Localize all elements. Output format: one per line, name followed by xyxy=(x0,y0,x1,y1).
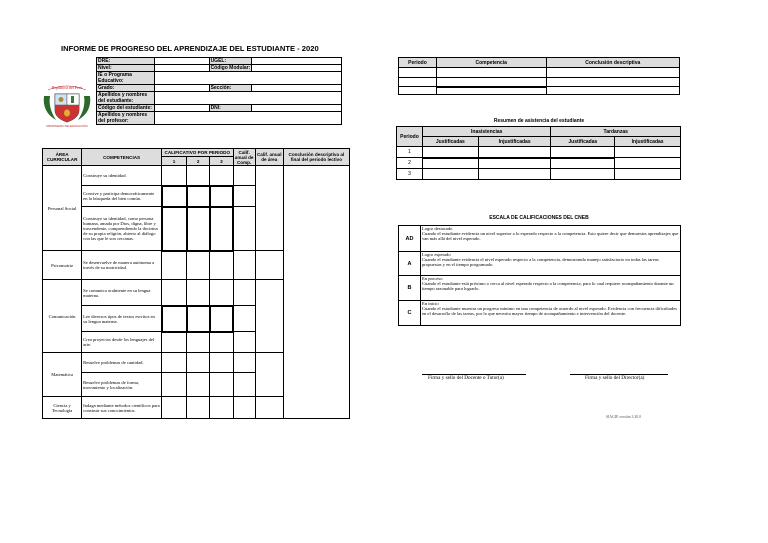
injustificadas-header: Injustificadas xyxy=(615,137,681,147)
conclusion-cell[interactable] xyxy=(546,68,679,78)
grades-table xyxy=(42,148,350,419)
codigo-estudiante-label: Código del estudiante: xyxy=(97,105,155,112)
dre-label: DRE: xyxy=(97,58,155,65)
codigo-modular-value[interactable] xyxy=(252,65,342,72)
calificativo-header: CALIFICATIVO POR PERIODO xyxy=(162,149,233,157)
scale-level-name: Logro esperado xyxy=(421,252,451,257)
calif-anual-comp-header: Calif. anual de Comp. xyxy=(234,149,254,165)
seccion-label: Sección: xyxy=(209,85,252,92)
grade-cell[interactable] xyxy=(187,207,210,251)
grade-cell[interactable] xyxy=(187,332,210,353)
attendance-cell[interactable] xyxy=(478,147,551,158)
student-info-table xyxy=(96,57,342,125)
conclusion-col-header: Conclusión descriptiva xyxy=(546,58,679,68)
period-header: 3 xyxy=(210,157,233,166)
scale-table xyxy=(398,225,681,326)
grade-cell[interactable] xyxy=(210,353,233,373)
profesor-label: Apellidos y nombres del profesor: xyxy=(97,112,155,125)
competencia-col-header: Competencia xyxy=(436,58,546,68)
scale-code: B xyxy=(399,276,421,301)
injustificadas-header: Injustificadas xyxy=(478,137,551,147)
grade-cell[interactable] xyxy=(162,207,187,251)
annual-area-cell[interactable] xyxy=(255,251,283,280)
competency-text: Crea proyectos desde los lenguajes del arte. xyxy=(82,332,162,353)
attendance-cell[interactable] xyxy=(422,169,478,180)
scale-level-desc: Cuando el estudiante está próximo o cerca al nivel esperado respecto a la competencia, para lo cual requiere acompañamiento durante un tiempo razonable para lograrlo. xyxy=(421,281,674,291)
attendance-cell[interactable] xyxy=(551,169,615,180)
competency-text: Resuelve problemas de forma, movimiento y localización. xyxy=(82,373,162,397)
attendance-period-header: Periodo xyxy=(397,127,423,147)
annual-comp-cell[interactable] xyxy=(233,280,255,306)
grade-cell[interactable] xyxy=(187,373,210,397)
grade-cell[interactable] xyxy=(210,207,233,251)
annual-comp-cell[interactable] xyxy=(233,332,255,353)
conclusion-cell[interactable] xyxy=(546,87,679,95)
grade-cell[interactable] xyxy=(210,280,233,306)
attendance-period: 1 xyxy=(397,147,423,158)
ie-label: IE o Programa Educativo: xyxy=(97,72,155,85)
grade-cell[interactable] xyxy=(162,332,187,353)
dre-value[interactable] xyxy=(154,58,209,65)
grade-cell[interactable] xyxy=(210,166,233,186)
annual-comp-cell[interactable] xyxy=(233,186,255,207)
conclusion-header: Conclusión descriptiva al final del periodo lectivo xyxy=(283,149,349,166)
period-cell[interactable] xyxy=(399,87,437,95)
period-cell[interactable] xyxy=(399,78,437,87)
attendance-title: Resumen de asistencia del estudiante xyxy=(493,118,585,124)
grade-cell[interactable] xyxy=(187,166,210,186)
area-name: Comunicación xyxy=(43,280,82,353)
competencia-cell[interactable] xyxy=(436,78,546,87)
attendance-cell[interactable] xyxy=(551,147,615,158)
ie-value[interactable] xyxy=(154,72,341,85)
ugel-value[interactable] xyxy=(252,58,342,65)
director-signature-label: Firma y sello del Director(a) xyxy=(585,375,645,381)
tardanzas-header: Tardanzas xyxy=(551,127,681,137)
dni-label: DNI: xyxy=(209,105,252,112)
competency-text: Indaga mediante métodos científicos para construir sus conocimientos. xyxy=(82,397,162,419)
peru-crest-logo xyxy=(40,82,94,128)
grade-cell[interactable] xyxy=(162,186,187,207)
grado-value[interactable] xyxy=(154,85,209,92)
area-header: ÁREA CURRICULAR xyxy=(43,149,82,166)
grade-cell[interactable] xyxy=(162,373,187,397)
scale-level-name: Logro destacado xyxy=(421,226,453,231)
competency-text: Construye su identidad, como persona humana, amada por Dios, digna, libre y trascendente, comprendiendo la doctrina de su propia religión, abierto al diálogo con las que le son cercanas. xyxy=(82,207,162,251)
grade-cell[interactable] xyxy=(162,306,187,332)
teacher-signature-label: Firma y sello del Docente o Tutor(a) xyxy=(428,375,504,381)
page-title: INFORME DE PROGRESO DEL APRENDIZAJE DEL ESTUDIANTE - 2020 xyxy=(61,44,319,53)
estudiante-value[interactable] xyxy=(154,92,341,105)
grade-cell[interactable] xyxy=(187,306,210,332)
annual-area-cell[interactable] xyxy=(255,353,283,397)
crest-bottom-text: MINISTERIO DE EDUCACIÓN xyxy=(46,124,88,128)
annual-comp-cell[interactable] xyxy=(233,306,255,332)
scale-level-desc: Cuando el estudiante evidencia el nivel esperado respecto a la competencia, demostrando manejo satisfactorio en todas las tareas propuestas y en el tiempo programado. xyxy=(421,257,659,267)
period-col-header: Periodo xyxy=(399,58,437,68)
attendance-table xyxy=(396,126,681,180)
justificadas-header: Justificadas xyxy=(551,137,615,147)
inasistencias-header: Inasistencias xyxy=(422,127,551,137)
grade-cell[interactable] xyxy=(187,186,210,207)
grade-cell[interactable] xyxy=(187,280,210,306)
grade-cell[interactable] xyxy=(210,332,233,353)
attendance-period: 2 xyxy=(397,158,423,169)
period-header: 1 xyxy=(162,157,187,166)
grade-cell[interactable] xyxy=(162,166,187,186)
scale-level-name: En inicio xyxy=(421,301,439,306)
competency-text: Resuelve problemas de cantidad. xyxy=(82,353,162,373)
attendance-cell[interactable] xyxy=(615,158,681,169)
annual-comp-cell[interactable] xyxy=(233,251,255,280)
scale-level-desc: Cuando el estudiante muestra un progreso mínimo en una competencia de acuerdo al nivel esperado. Evidencia con frecuencia dificultades en el desarrollo de las tareas, por lo que necesita mayor tiempo de acompañamiento e intervención del docente. xyxy=(421,306,677,316)
period-header: 2 xyxy=(187,157,210,166)
conclusion-cell[interactable] xyxy=(283,166,349,419)
attendance-cell[interactable] xyxy=(422,147,478,158)
annual-comp-cell[interactable] xyxy=(233,397,255,419)
grade-cell[interactable] xyxy=(162,251,187,280)
grade-cell[interactable] xyxy=(210,397,233,419)
grade-cell[interactable] xyxy=(210,186,233,207)
area-name: Psicomotriz xyxy=(43,251,82,280)
annual-comp-cell[interactable] xyxy=(233,353,255,373)
codigo-modular-label: Código Modular: xyxy=(210,65,251,71)
annual-area-cell[interactable] xyxy=(255,166,283,251)
competency-text: Se desenvuelve de manera autónoma a través de su motricidad. xyxy=(82,251,162,280)
annual-comp-cell[interactable] xyxy=(233,373,255,397)
competency-text: Construye su identidad. xyxy=(82,166,162,186)
estudiante-label: Apellidos y nombres del estudiante: xyxy=(97,92,155,105)
annual-area-cell[interactable] xyxy=(255,280,283,353)
conclusion-cell[interactable] xyxy=(546,78,679,87)
scale-code: A xyxy=(399,252,421,276)
period-conclusion-table xyxy=(398,57,680,95)
attendance-cell[interactable] xyxy=(615,169,681,180)
competency-text: Convive y participa democráticamente en la búsqueda del bien común. xyxy=(82,186,162,207)
attendance-cell[interactable] xyxy=(422,158,478,169)
attendance-period: 3 xyxy=(397,169,423,180)
competencia-cell[interactable] xyxy=(436,87,546,95)
nivel-label: Nivel: xyxy=(97,65,155,72)
grade-cell[interactable] xyxy=(210,306,233,332)
codigo-estudiante-value[interactable] xyxy=(154,105,209,112)
grade-cell[interactable] xyxy=(162,353,187,373)
grado-label: Grado: xyxy=(97,85,155,92)
competency-text: Lee diversos tipos de textos escritos en su lengua materna. xyxy=(82,306,162,332)
attendance-cell[interactable] xyxy=(478,169,551,180)
competencias-header: COMPETENCIAS xyxy=(82,149,162,166)
grade-cell[interactable] xyxy=(187,251,210,280)
period-cell[interactable] xyxy=(399,68,437,78)
annual-comp-cell[interactable] xyxy=(233,207,255,251)
annual-comp-cell[interactable] xyxy=(233,166,255,186)
area-name: Matemática xyxy=(43,353,82,397)
attendance-cell[interactable] xyxy=(478,158,551,169)
area-name: Ciencia y Tecnología xyxy=(43,397,82,419)
competency-text: Se comunica oralmente en su lengua materna. xyxy=(82,280,162,306)
footer-version: SIAGIE versión 3.20.0 xyxy=(606,415,642,419)
grade-cell[interactable] xyxy=(162,397,187,419)
scale-code: AD xyxy=(399,226,421,252)
grade-cell[interactable] xyxy=(187,353,210,373)
attendance-cell[interactable] xyxy=(615,147,681,158)
grade-cell[interactable] xyxy=(210,251,233,280)
grade-cell[interactable] xyxy=(210,373,233,397)
ugel-label: UGEL: xyxy=(209,58,252,65)
scale-level-desc: Cuando el estudiante evidencia un nivel superior a lo esperado respecto a la competencia. Esto quiere decir que demuestra aprendizajes que van más allá del nivel esperado. xyxy=(421,231,679,241)
competencia-cell[interactable] xyxy=(436,68,546,78)
crest-top-text: República del Perú xyxy=(51,85,83,90)
scale-level-name: En proceso xyxy=(421,276,443,281)
seccion-value[interactable] xyxy=(252,85,342,92)
area-name: Personal Social xyxy=(43,166,82,251)
grade-cell[interactable] xyxy=(162,280,187,306)
nivel-value[interactable] xyxy=(154,65,209,72)
scale-code: C xyxy=(399,301,421,326)
grade-cell[interactable] xyxy=(187,397,210,419)
scale-title: ESCALA DE CALIFICACIONES DEL CNEB xyxy=(489,215,589,221)
profesor-value[interactable] xyxy=(154,112,341,125)
annual-area-cell[interactable] xyxy=(255,397,283,419)
attendance-cell[interactable] xyxy=(551,158,615,169)
dni-value[interactable] xyxy=(252,105,342,112)
justificadas-header: Justificadas xyxy=(422,137,478,147)
calif-anual-area-header: Calif. anual de área xyxy=(255,149,283,166)
